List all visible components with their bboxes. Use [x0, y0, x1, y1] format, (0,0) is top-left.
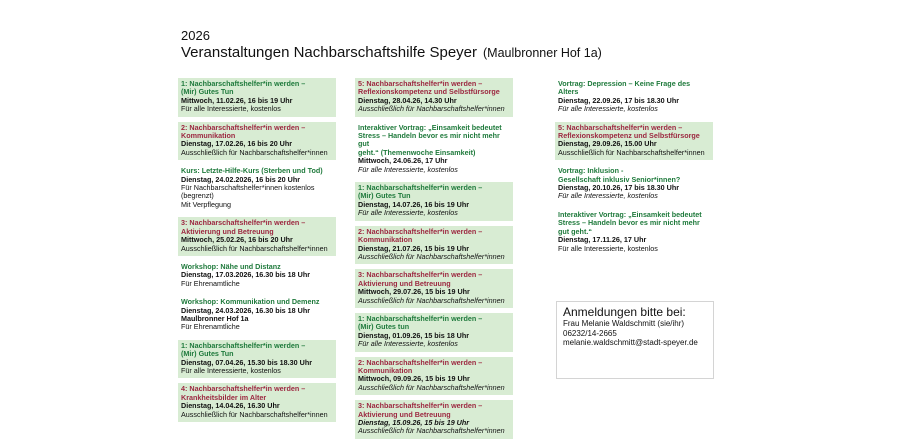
event-audience: Für alle Interessierte, kostenlos — [181, 104, 281, 114]
event-title: Kommunikation — [181, 131, 236, 141]
event-title: Interaktiver Vortrag: „Einsamkeit bedeutet — [558, 209, 702, 219]
event-card — [178, 165, 336, 212]
event-title: 3: Nachbarschaftshelfer*in werden – — [358, 270, 483, 280]
events-column-2 — [355, 78, 513, 444]
event-title: Workshop: Nähe und Distanz — [181, 261, 281, 271]
event-card — [355, 122, 513, 177]
event-date: Dienstag, 14.04.26, 16.30 Uhr — [181, 401, 280, 411]
event-date: Dienstag, 01.09.26, 15 bis 18 Uhr — [358, 330, 470, 340]
event-title: (Mir) Gutes Tun — [181, 87, 234, 97]
event-title: Kommunikation — [358, 235, 413, 245]
event-card — [178, 78, 336, 117]
event-title: Stress – Handeln bevor es mir nicht mehr — [558, 218, 700, 228]
event-date: Dienstag, 15.09.26, 15 bis 19 Uhr — [358, 418, 470, 427]
event-title: 1: Nachbarschaftshelfer*in werden – — [358, 313, 483, 323]
event-card — [178, 217, 336, 256]
event-audience: Für Nachbarschaftshelfer*innen kostenlos — [181, 183, 315, 193]
event-location: Maulbronner Hof 1a — [181, 313, 249, 323]
event-audience: Für Ehrenamtliche — [181, 322, 240, 332]
event-date: Dienstag, 17.11.26, 17 Uhr — [558, 235, 647, 245]
event-card — [555, 78, 713, 117]
event-audience: Ausschließlich für Nachbarschaftshelfer*innen — [358, 251, 505, 261]
event-title: Kommunikation — [358, 365, 413, 375]
event-card — [355, 269, 513, 308]
event-audience: Für alle Interessierte, kostenlos — [358, 339, 458, 349]
event-audience: Ausschließlich für Nachbarschaftshelfer*innen — [358, 104, 505, 114]
event-date: Mittwoch, 09.09.26, 15 bis 19 Uhr — [358, 374, 470, 384]
year-label: 2026 — [181, 28, 210, 43]
event-audience: Für alle Interessierte, kostenlos — [181, 365, 281, 375]
event-card — [178, 296, 336, 335]
event-title: (Mir) Gutes tun — [358, 322, 410, 332]
event-title: 5: Nachbarschaftshelfer*in werden – — [358, 79, 483, 88]
event-audience: Ausschließlich für Nachbarschaftshelfer*innen — [558, 147, 705, 157]
event-title: Interaktiver Vortrag: „Einsamkeit bedeutet — [358, 122, 502, 132]
event-card — [178, 383, 336, 422]
event-title: Reflexionskompetenz und Selbstfürsorge — [558, 131, 700, 141]
event-date: Dienstag, 21.07.26, 15 bis 19 Uhr — [358, 243, 470, 253]
event-date: Mittwoch, 11.02.26, 16 bis 19 Uhr — [181, 95, 293, 105]
event-title: 2: Nachbarschaftshelfer*in werden – — [358, 357, 483, 367]
page-title — [181, 44, 602, 61]
event-card — [355, 313, 513, 352]
title-location: (Maulbronner Hof 1a) — [483, 46, 602, 60]
event-audience: Für alle Interessierte, kostenlos — [558, 104, 658, 114]
event-title: gut geht.“ — [558, 226, 592, 236]
event-title: geht.“ (Themenwoche Einsamkeit) — [358, 147, 476, 157]
event-date: Mittwoch, 25.02.26, 16 bis 20 Uhr — [181, 235, 293, 245]
event-card — [355, 400, 513, 439]
event-title: 5: Nachbarschaftshelfer*in werden – — [558, 122, 683, 132]
event-title: Alters — [558, 87, 579, 97]
event-date: Mittwoch, 29.07.26, 15 bis 19 Uhr — [358, 287, 470, 297]
event-card — [555, 165, 713, 204]
event-audience: Ausschließlich für Nachbarschaftshelfer*innen — [181, 409, 328, 419]
event-card — [555, 122, 713, 161]
event-title: 2: Nachbarschaftshelfer*in werden – — [358, 226, 483, 236]
event-audience: Ausschließlich für Nachbarschaftshelfer*innen — [358, 382, 505, 392]
event-title: Aktivierung und Betreuung — [358, 409, 451, 419]
events-column-1 — [178, 78, 336, 427]
event-audience: Ausschließlich für Nachbarschaftshelfer*innen — [358, 426, 505, 436]
event-title: 1: Nachbarschaftshelfer*in werden – — [181, 340, 306, 350]
events-column-3 — [555, 78, 713, 261]
event-audience: Ausschließlich für Nachbarschaftshelfer*innen — [358, 295, 505, 305]
event-audience: Ausschließlich für Nachbarschaftshelfer*innen — [181, 147, 328, 157]
event-card — [178, 261, 336, 291]
event-card — [355, 357, 513, 396]
event-card — [355, 182, 513, 221]
event-date: Dienstag, 22.09.26, 17 bis 18.30 Uhr — [558, 95, 680, 105]
event-date: Dienstag, 24.02.2026, 16 bis 20 Uhr — [181, 174, 301, 184]
event-title: Reflexionskompetenz und Selbstfürsorge — [358, 87, 500, 97]
registration-heading: Anmeldungen bitte bei: — [563, 305, 686, 319]
event-title: Vortrag: Depression – Keine Frage des — [558, 79, 691, 88]
event-title: Workshop: Kommunikation und Demenz — [181, 297, 320, 307]
event-date: Dienstag, 20.10.26, 17 bis 18.30 Uhr — [558, 183, 680, 193]
event-title: Kurs: Letzte-Hilfe-Kurs (Sterben und Tod) — [181, 166, 323, 176]
contact-email[interactable]: melanie.waldschmitt@stadt-speyer.de — [563, 338, 698, 348]
event-title: Aktivierung und Betreuung — [181, 226, 274, 236]
event-audience: Für alle Interessierte, kostenlos — [358, 164, 458, 174]
event-date: Dienstag, 17.02.26, 16 bis 20 Uhr — [181, 139, 293, 149]
event-card — [178, 122, 336, 161]
title-text: Veranstaltungen Nachbarschaftshilfe Speyer — [181, 44, 478, 61]
event-date: Mittwoch, 24.06.26, 17 Uhr — [358, 156, 448, 166]
event-date: Dienstag, 07.04.26, 15.30 bis 18.30 Uhr — [181, 357, 313, 367]
event-title: Vortrag: Inklusion - — [558, 166, 624, 176]
event-audience: Für alle Interessierte, kostenlos — [358, 208, 458, 218]
event-card — [355, 226, 513, 265]
event-date: Dienstag, 14.07.26, 16 bis 19 Uhr — [358, 199, 470, 209]
event-title: 1: Nachbarschaftshelfer*in werden – — [358, 183, 483, 193]
event-date: Dienstag, 28.04.26, 14.30 Uhr — [358, 95, 457, 105]
event-title: Gesellschaft inklusiv Senior*innen? — [558, 174, 681, 184]
event-title: 2: Nachbarschaftshelfer*in werden – — [181, 122, 306, 132]
event-audience: Für alle Interessierte, kostenlos — [558, 191, 658, 201]
event-title: Stress – Handeln bevor es mir nicht mehr gut — [358, 131, 500, 149]
event-audience: Für Ehrenamtliche — [181, 278, 240, 288]
event-audience: Ausschließlich für Nachbarschaftshelfer*innen — [181, 243, 328, 253]
event-audience: (begrenzt) — [181, 191, 214, 201]
event-title: (Mir) Gutes Tun — [358, 191, 411, 201]
registration-box — [556, 301, 714, 379]
contact-phone[interactable]: 06232/14-2665 — [563, 328, 617, 338]
event-title: Aktivierung und Betreuung — [358, 278, 451, 288]
event-audience: Für alle Interessierte, kostenlos — [558, 243, 658, 253]
event-date: Dienstag, 29.09.26, 15.00 Uhr — [558, 139, 657, 149]
event-card — [355, 78, 513, 117]
event-title: 3: Nachbarschaftshelfer*in werden – — [358, 401, 483, 411]
event-date: Dienstag, 24.03.2026, 16.30 bis 18 Uhr — [181, 305, 311, 315]
event-title: (Mir) Gutes Tun — [181, 349, 234, 359]
event-title: 1: Nachbarschaftshelfer*in werden – — [181, 79, 306, 88]
event-card — [555, 209, 713, 256]
event-title: 3: Nachbarschaftshelfer*in werden – — [181, 218, 306, 228]
contact-name: Frau Melanie Waldschmitt (sie/ihr) — [563, 319, 685, 328]
event-title: 4: Nachbarschaftshelfer*in werden – — [181, 384, 306, 394]
event-card — [178, 340, 336, 379]
event-title: Krankheitsbilder im Alter — [181, 392, 267, 402]
event-audience: Mit Verpflegung — [181, 199, 231, 209]
event-date: Dienstag, 17.03.2026, 16.30 bis 18 Uhr — [181, 270, 311, 280]
